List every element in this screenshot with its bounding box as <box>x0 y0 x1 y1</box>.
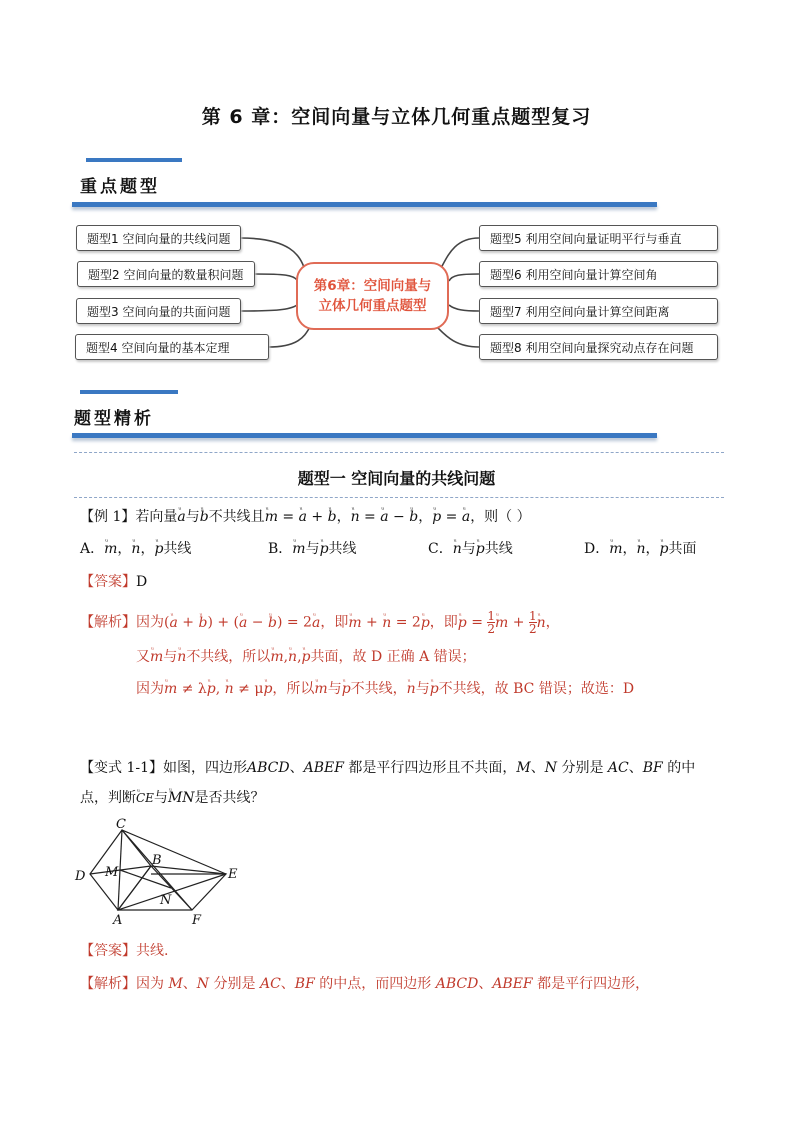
question-text: 与 <box>153 790 168 806</box>
explanation-text: 、 <box>280 976 295 992</box>
option-label: D． <box>584 541 610 557</box>
mindmap-item-type7: 题型7 利用空间向量计算空间距离 <box>479 298 718 324</box>
vertex-label-f: F <box>192 913 202 928</box>
question-text: BF <box>642 760 663 776</box>
explanation-text: ，所以 <box>272 681 315 697</box>
question-text: 、 <box>289 760 304 776</box>
explanation-tag: 【解析】 <box>80 614 136 631</box>
explanation-text: M <box>168 976 183 992</box>
option-text: 共线 <box>328 541 357 557</box>
vertex-label-a: A <box>113 913 123 928</box>
variant-question-line1 <box>80 758 695 778</box>
explanation-text: AC <box>259 976 281 992</box>
mindmap-item-type5: 题型5 利用空间向量证明平行与垂直 <box>479 225 718 251</box>
mindmap-item-type1: 题型1 空间向量的共线问题 <box>76 225 241 251</box>
vertex-label-n: N <box>160 893 172 908</box>
option-text: 与 <box>461 541 476 557</box>
explanation-text: 都是平行四边形， <box>532 976 650 992</box>
mindmap-center <box>296 262 449 330</box>
vector-ce: ᵘ CE <box>136 791 154 805</box>
vertex-label-m: M <box>105 865 119 880</box>
answer-tag: 【答案】 <box>80 943 136 959</box>
explanation-text: 因为 <box>136 976 169 992</box>
section-underline <box>72 433 657 438</box>
explanation-text: 不共线， <box>350 681 407 697</box>
option-label: C． <box>428 541 453 557</box>
question-text: 、 <box>530 760 545 776</box>
question-text: 的中 <box>662 760 696 776</box>
variant-answer <box>80 941 168 961</box>
explanation-text: 的中点，而四边形 <box>314 976 436 992</box>
question-text: 若向量 <box>135 509 178 525</box>
answer-value: 共线. <box>136 943 169 959</box>
question-text: ABEF <box>303 760 344 776</box>
vertex-label-b: B <box>152 853 162 868</box>
section-underline <box>72 202 657 207</box>
section-accent-bar <box>86 158 182 162</box>
answer-value: D <box>136 574 148 590</box>
question-text: ABCD <box>247 760 290 776</box>
question-text: 如图，四边形 <box>163 760 247 776</box>
mindmap-item-type4: 题型4 空间向量的基本定理 <box>75 334 269 360</box>
question-text: 点，判断 <box>80 790 136 806</box>
section-accent-bar <box>80 390 178 394</box>
mindmap-center-line1: 第6章：空间向量与 <box>313 278 432 294</box>
geometry-figure <box>70 818 250 928</box>
example1-question: 【例 1】若向量ᵘ a与ᵘ b不共线且ᵘ m = ᵘ a + ᵘ b，ᵘ n = ᵘ a − ᵘ b，ᵘ p = ᵘ a，则（ ） <box>80 507 531 527</box>
option-d: D．ᵘ m，ᵘ n，ᵘ p共面 <box>584 539 697 559</box>
divider-bottom <box>74 497 724 498</box>
question-text: ，则（ ） <box>470 509 531 525</box>
option-c: C．ᵘ n与ᵘ p共线 <box>428 539 513 559</box>
example1-explanation-line1: 【解析】因为(ᵘ a + ᵘ b) + (ᵘ a − ᵘ b) = 2ᵘ a，即ᵘ m + ᵘ n = 2ᵘ p，即ᵘ p = $\frac{1}{2}$ ᵘ m + $\frac{1}{2}$ ᵘ n， <box>80 610 560 635</box>
section-title-analysis: 题型精析 <box>74 409 154 429</box>
question-text: 、 <box>628 760 643 776</box>
explanation-text: N <box>196 976 210 992</box>
explanation-text: 又 <box>136 649 150 665</box>
explanation-text: 与 <box>415 681 430 697</box>
vertex-label-d: D <box>75 869 86 884</box>
example1-explanation-line3: 因为ᵘ m ≠ λᵘ p, ᵘ n ≠ μᵘ p，所以ᵘ m与ᵘ p不共线，ᵘ n与ᵘ p不共线，故 BC 错误；故选：D <box>136 679 634 699</box>
option-text: 共面 <box>668 541 697 557</box>
mindmap-item-type3: 题型3 空间向量的共面问题 <box>76 298 241 324</box>
variant-tag: 【变式 1-1】 <box>80 760 163 776</box>
section-title-key-types: 重点题型 <box>80 177 160 197</box>
explanation-tag: 【解析】 <box>80 976 136 992</box>
explanation-text: ，即 <box>429 614 458 631</box>
explanation-text: ABCD <box>435 976 479 992</box>
option-text: 与 <box>305 541 320 557</box>
topic-heading: 题型一 空间向量的共线问题 <box>297 469 496 488</box>
example1-answer <box>80 572 147 592</box>
explanation-text: 、 <box>478 976 493 992</box>
question-text: AC <box>607 760 629 776</box>
question-text: 分别是 <box>557 760 608 776</box>
explanation-text: 共面，故 D 正确 A 错误； <box>310 649 476 665</box>
question-text: 是否共线？ <box>194 790 265 806</box>
divider-top <box>74 452 724 453</box>
option-b: B．ᵘ m与ᵘ p共线 <box>268 539 357 559</box>
question-text: 不共线且 <box>208 509 265 525</box>
explanation-text: 与 <box>327 681 342 697</box>
explanation-text: 、 <box>182 976 197 992</box>
mindmap-center-line2: 立体几何重点题型 <box>318 298 427 314</box>
option-text: 共线 <box>163 541 192 557</box>
question-text: M <box>516 760 531 776</box>
explanation-text: 与 <box>163 649 178 665</box>
explanation-text: 分别是 <box>209 976 260 992</box>
explanation-text: 不共线，所以 <box>186 649 271 665</box>
explanation-text: 不共线，故 BC 错误；故选：D <box>438 681 635 697</box>
vertex-label-c: C <box>116 818 126 832</box>
mindmap-item-type6: 题型6 利用空间向量计算空间角 <box>479 261 718 287</box>
option-label: B． <box>268 541 293 557</box>
question-text: N <box>544 760 557 776</box>
example-tag: 【例 1】 <box>80 509 136 525</box>
variant-explanation <box>80 974 649 994</box>
question-text: 与 <box>185 509 200 525</box>
answer-tag: 【答案】 <box>80 574 136 590</box>
explanation-text: ，即 <box>320 614 349 631</box>
option-text: 共线 <box>484 541 513 557</box>
explanation-text: ABEF <box>492 976 533 992</box>
explanation-text: 因为 <box>136 614 164 631</box>
vertex-label-e: E <box>228 867 238 882</box>
question-text: 都是平行四边形且不共面， <box>343 760 517 776</box>
vector-mn: ᵘ MN <box>168 790 195 806</box>
page-title: 第 6 章：空间向量与立体几何重点题型复习 <box>201 106 592 128</box>
option-label: A． <box>80 541 105 557</box>
variant-question-line2 <box>80 788 265 808</box>
explanation-text: 因为 <box>136 681 164 697</box>
option-a: A．ᵘ m，ᵘ n，ᵘ p共线 <box>80 539 191 559</box>
example1-explanation-line2: 又ᵘ m与ᵘ n不共线，所以ᵘ m,ᵘ n,ᵘ p共面，故 D 正确 A 错误； <box>136 647 476 667</box>
mindmap-item-type8: 题型8 利用空间向量探究动点存在问题 <box>479 334 718 360</box>
mindmap-item-type2: 题型2 空间向量的数量积问题 <box>77 261 255 287</box>
explanation-text: BF <box>294 976 315 992</box>
